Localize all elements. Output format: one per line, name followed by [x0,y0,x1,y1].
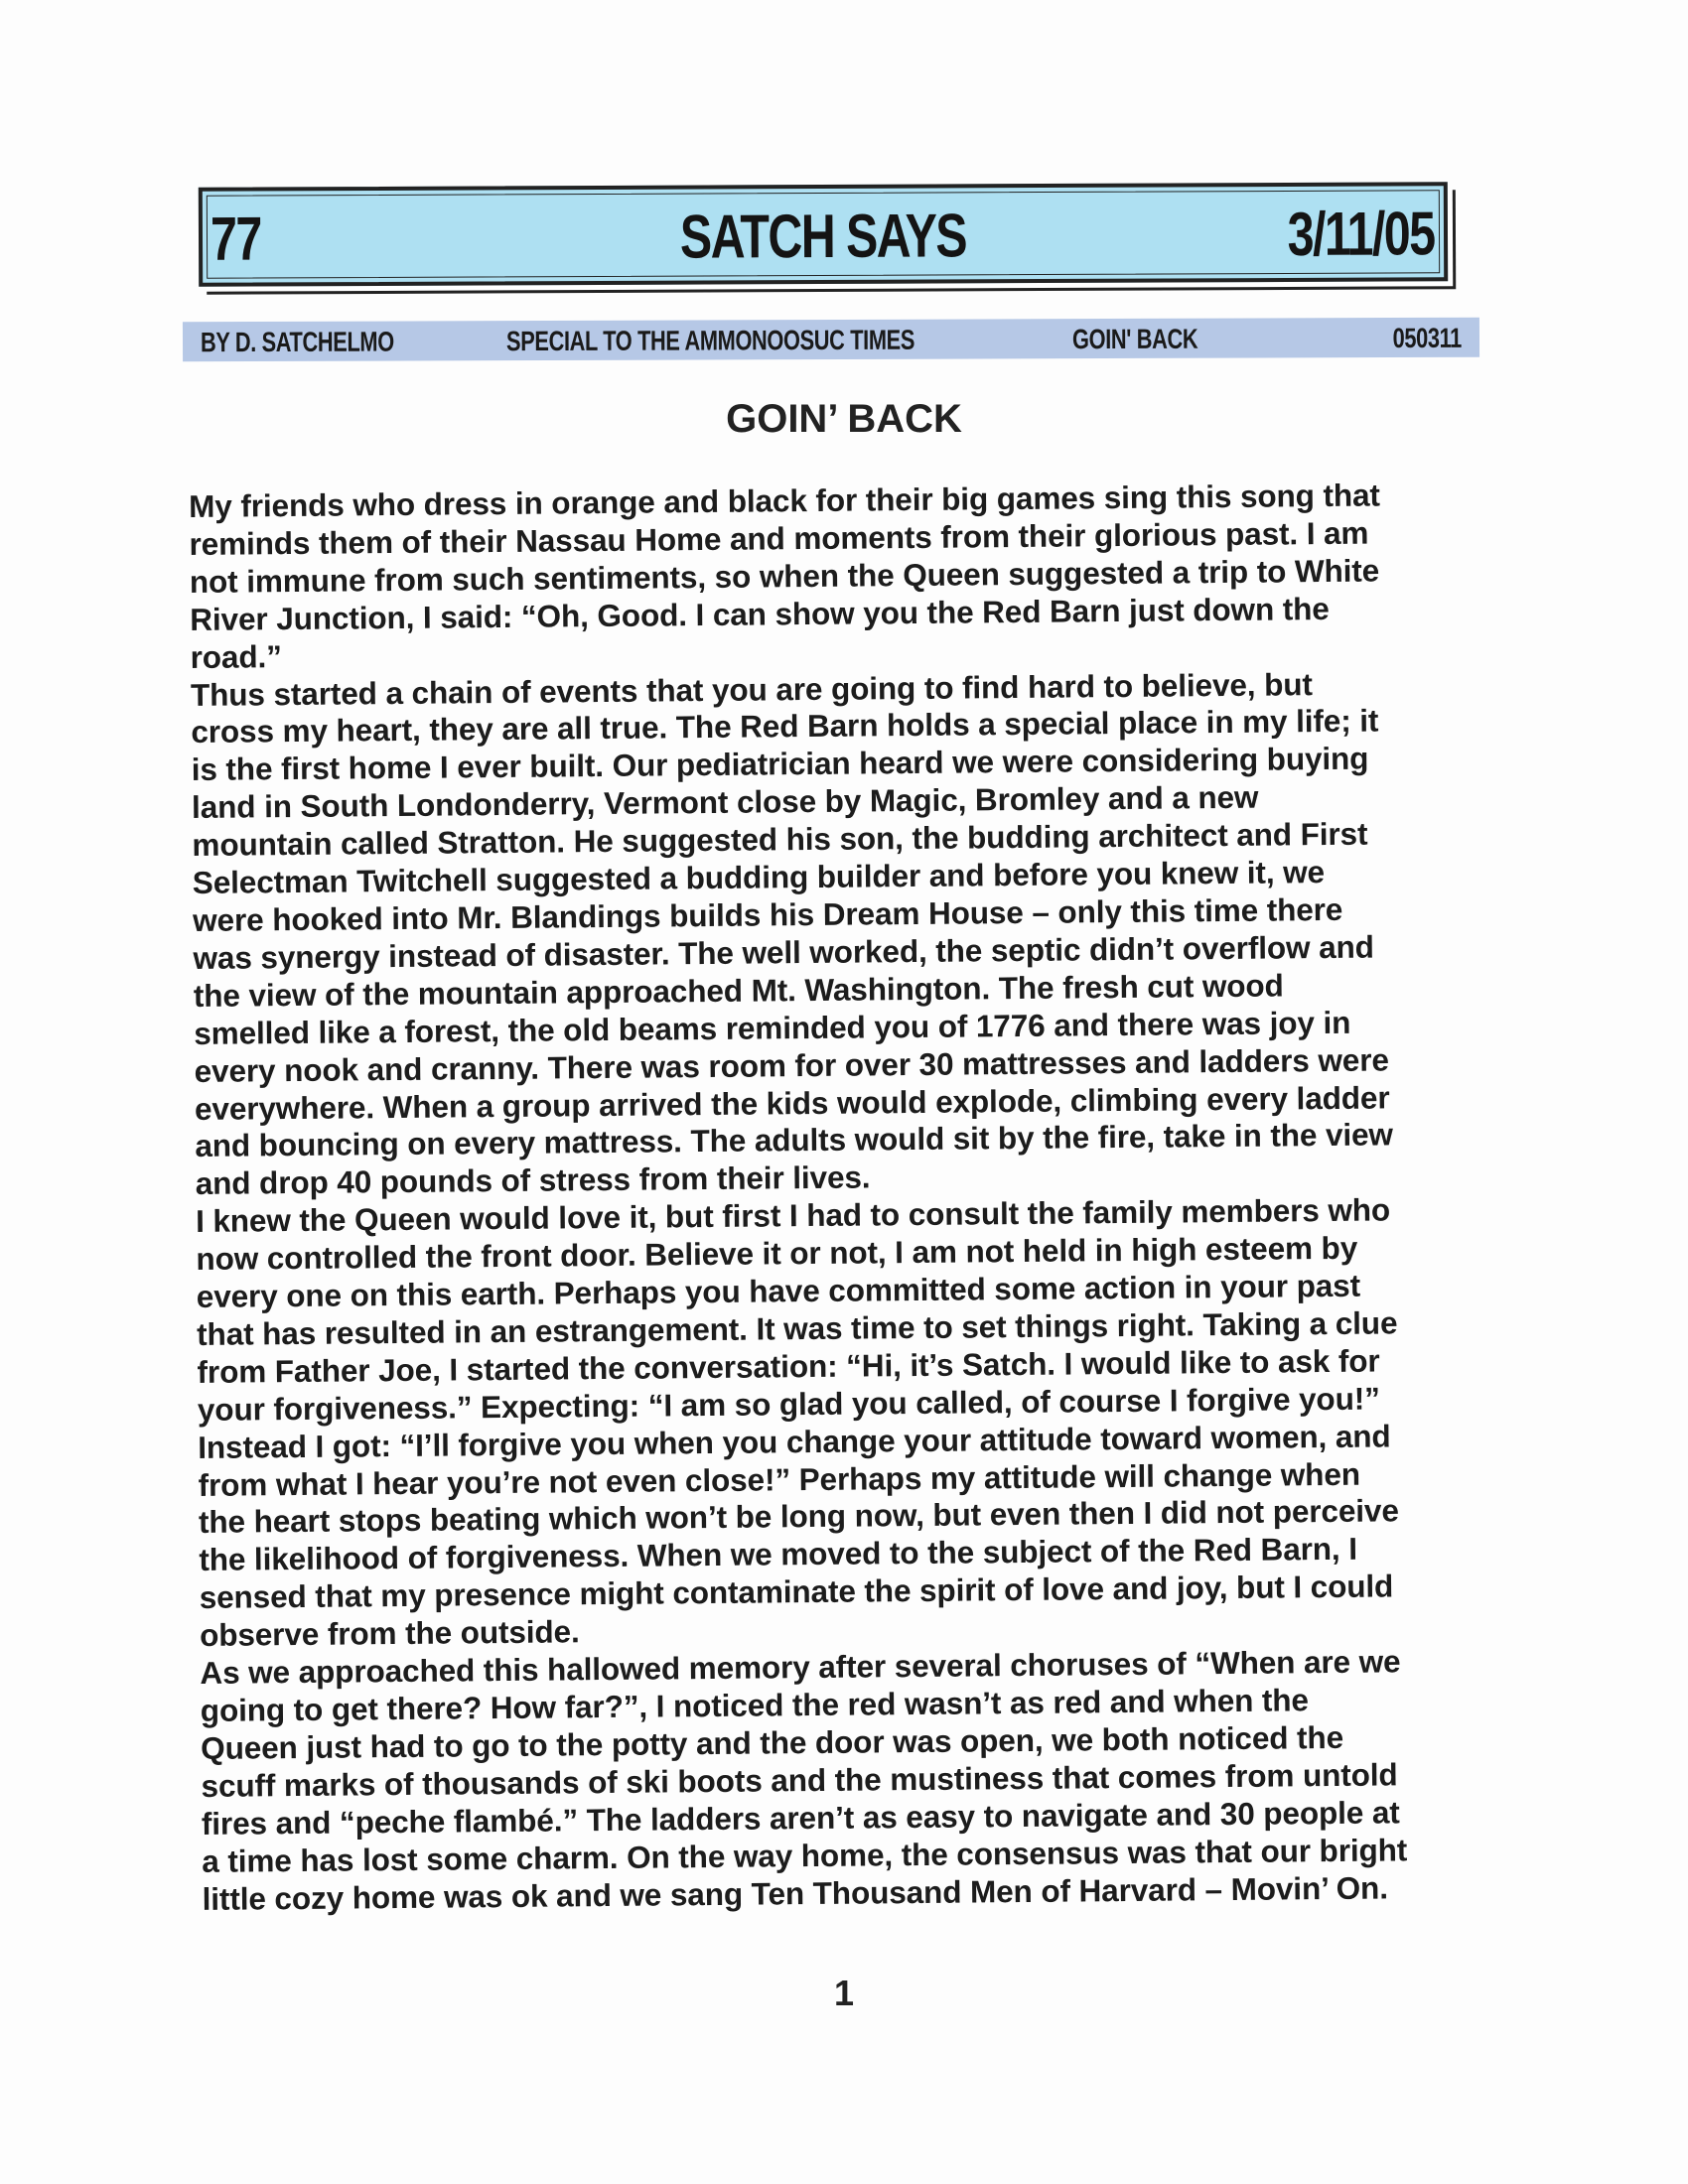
byline-topic: GOIN' BACK [1071,323,1198,355]
body-line: were hooked into Mr. Blandings builds his Dream House – only this time there [193,890,1343,938]
body-line: My friends who dress in orange and black for their big games sing this song that [189,477,1380,524]
body-line: reminds them of their Nassau Home and moments from their glorious past. I am [189,514,1369,562]
body-line: As we approached this hallowed memory after several choruses of “When are we [200,1643,1401,1692]
body-line: scuff marks of thousands of ski boots and the mustiness that comes from untold [201,1756,1398,1804]
column-date: 3/11/05 [1287,200,1435,269]
body-line: Thus started a chain of events that you are going to find hard to believe, but [190,665,1313,713]
body-line: I knew the Queen would love it, but first I had to consult the family members who [195,1191,1391,1240]
column-number: 77 [210,205,261,274]
byline-author: BY D. SATCHELMO [200,326,394,358]
body-line: observe from the outside. [199,1613,580,1654]
byline-code: 050311 [1392,322,1463,354]
body-line: Queen just had to go to the potty and the door was open, we both noticed the [201,1718,1344,1766]
body-line: a time has lost some charm. On the way home, the consensus was that our bright [202,1831,1408,1879]
body-line: the view of the mountain approached Mt. Washington. The fresh cut wood [193,967,1284,1014]
body-line: Instead I got: “I’ll forgive you when you change your attitude toward women, and [198,1418,1391,1465]
body-line: fires and “peche flambé.” The ladders aren’t as easy to navigate and 30 people at [201,1794,1400,1842]
column-title: SATCH SAYS [679,202,967,272]
body-line: the heart stops beating which won’t be long now, but even then I did not perceive [198,1492,1399,1541]
body-line: going to get there? How far?”, I noticed the red wasn’t as red and when the [200,1682,1310,1728]
body-line: that has resulted in an estrangement. It was time to set things right. Taking a clue [197,1304,1398,1352]
body-line: sensed that my presence might contaminate the spirit of love and joy, but I could [199,1568,1394,1616]
body-line: cross my heart, they are all true. The Red Barn holds a special place in my life; it [191,702,1379,751]
byline-publication: SPECIAL TO THE AMMONOOSUC TIMES [505,324,915,357]
body-line: and bouncing on every mattress. The adults would sit by the fire, take in the view [195,1116,1394,1164]
body-line: from what I hear you’re not even close!” Perhaps my attitude will change when [198,1455,1361,1503]
body-line: little cozy home was ok and we sang Ten Thousand Men of Harvard – Movin’ On. [202,1869,1389,1917]
body-line: not immune from such sentiments, so when the Queen suggested a trip to White [189,552,1380,600]
body-line: and drop 40 pounds of stress from their lives. [195,1159,871,1202]
body-line: River Junction, I said: “Oh, Good. I can show you the Red Barn just down the [190,590,1330,637]
byline-bar [183,318,1479,362]
body-line: smelled like a forest, the old beams reminded you of 1776 and there was joy in [194,1004,1351,1051]
body-line: mountain called Stratton. He suggested his son, the budding architect and First [192,815,1368,864]
body-line: Selectman Twitchell suggested a budding builder and before you knew it, we [192,854,1326,901]
body-line: road.” [190,637,282,675]
body-line: land in South Londonderry, Vermont close by Magic, Bromley and a new [191,778,1259,826]
body-line: was synergy instead of disaster. The well worked, the septic didn’t overflow and [193,928,1374,976]
article-body [189,476,1513,1918]
body-line: the likelihood of forgiveness. When we moved to the subject of the Red Barn, I [199,1531,1358,1578]
body-line: your forgiveness.” Expecting: “I am so glad you called, of course I forgive you!” [197,1380,1380,1428]
page-number: 1 [833,1973,855,2013]
body-line: everywhere. When a group arrived the kids would explode, climbing every ladder [194,1078,1390,1127]
article-title: GOIN’ BACK [726,397,962,441]
body-line: every one on this earth. Perhaps you have committed some action in your past [196,1267,1361,1314]
body-line: every nook and cranny. There was room for over 30 mattresses and ladders were [194,1041,1389,1089]
body-line: now controlled the front door. Believe it or not, I am not held in high esteem by [196,1229,1358,1278]
body-line: is the first home I ever built. Our pediatrician heard we were considering buying [191,740,1369,788]
column-header-box [199,182,1448,286]
body-line: from Father Joe, I started the conversation: “Hi, it’s Satch. I would like to ask for [197,1342,1380,1390]
